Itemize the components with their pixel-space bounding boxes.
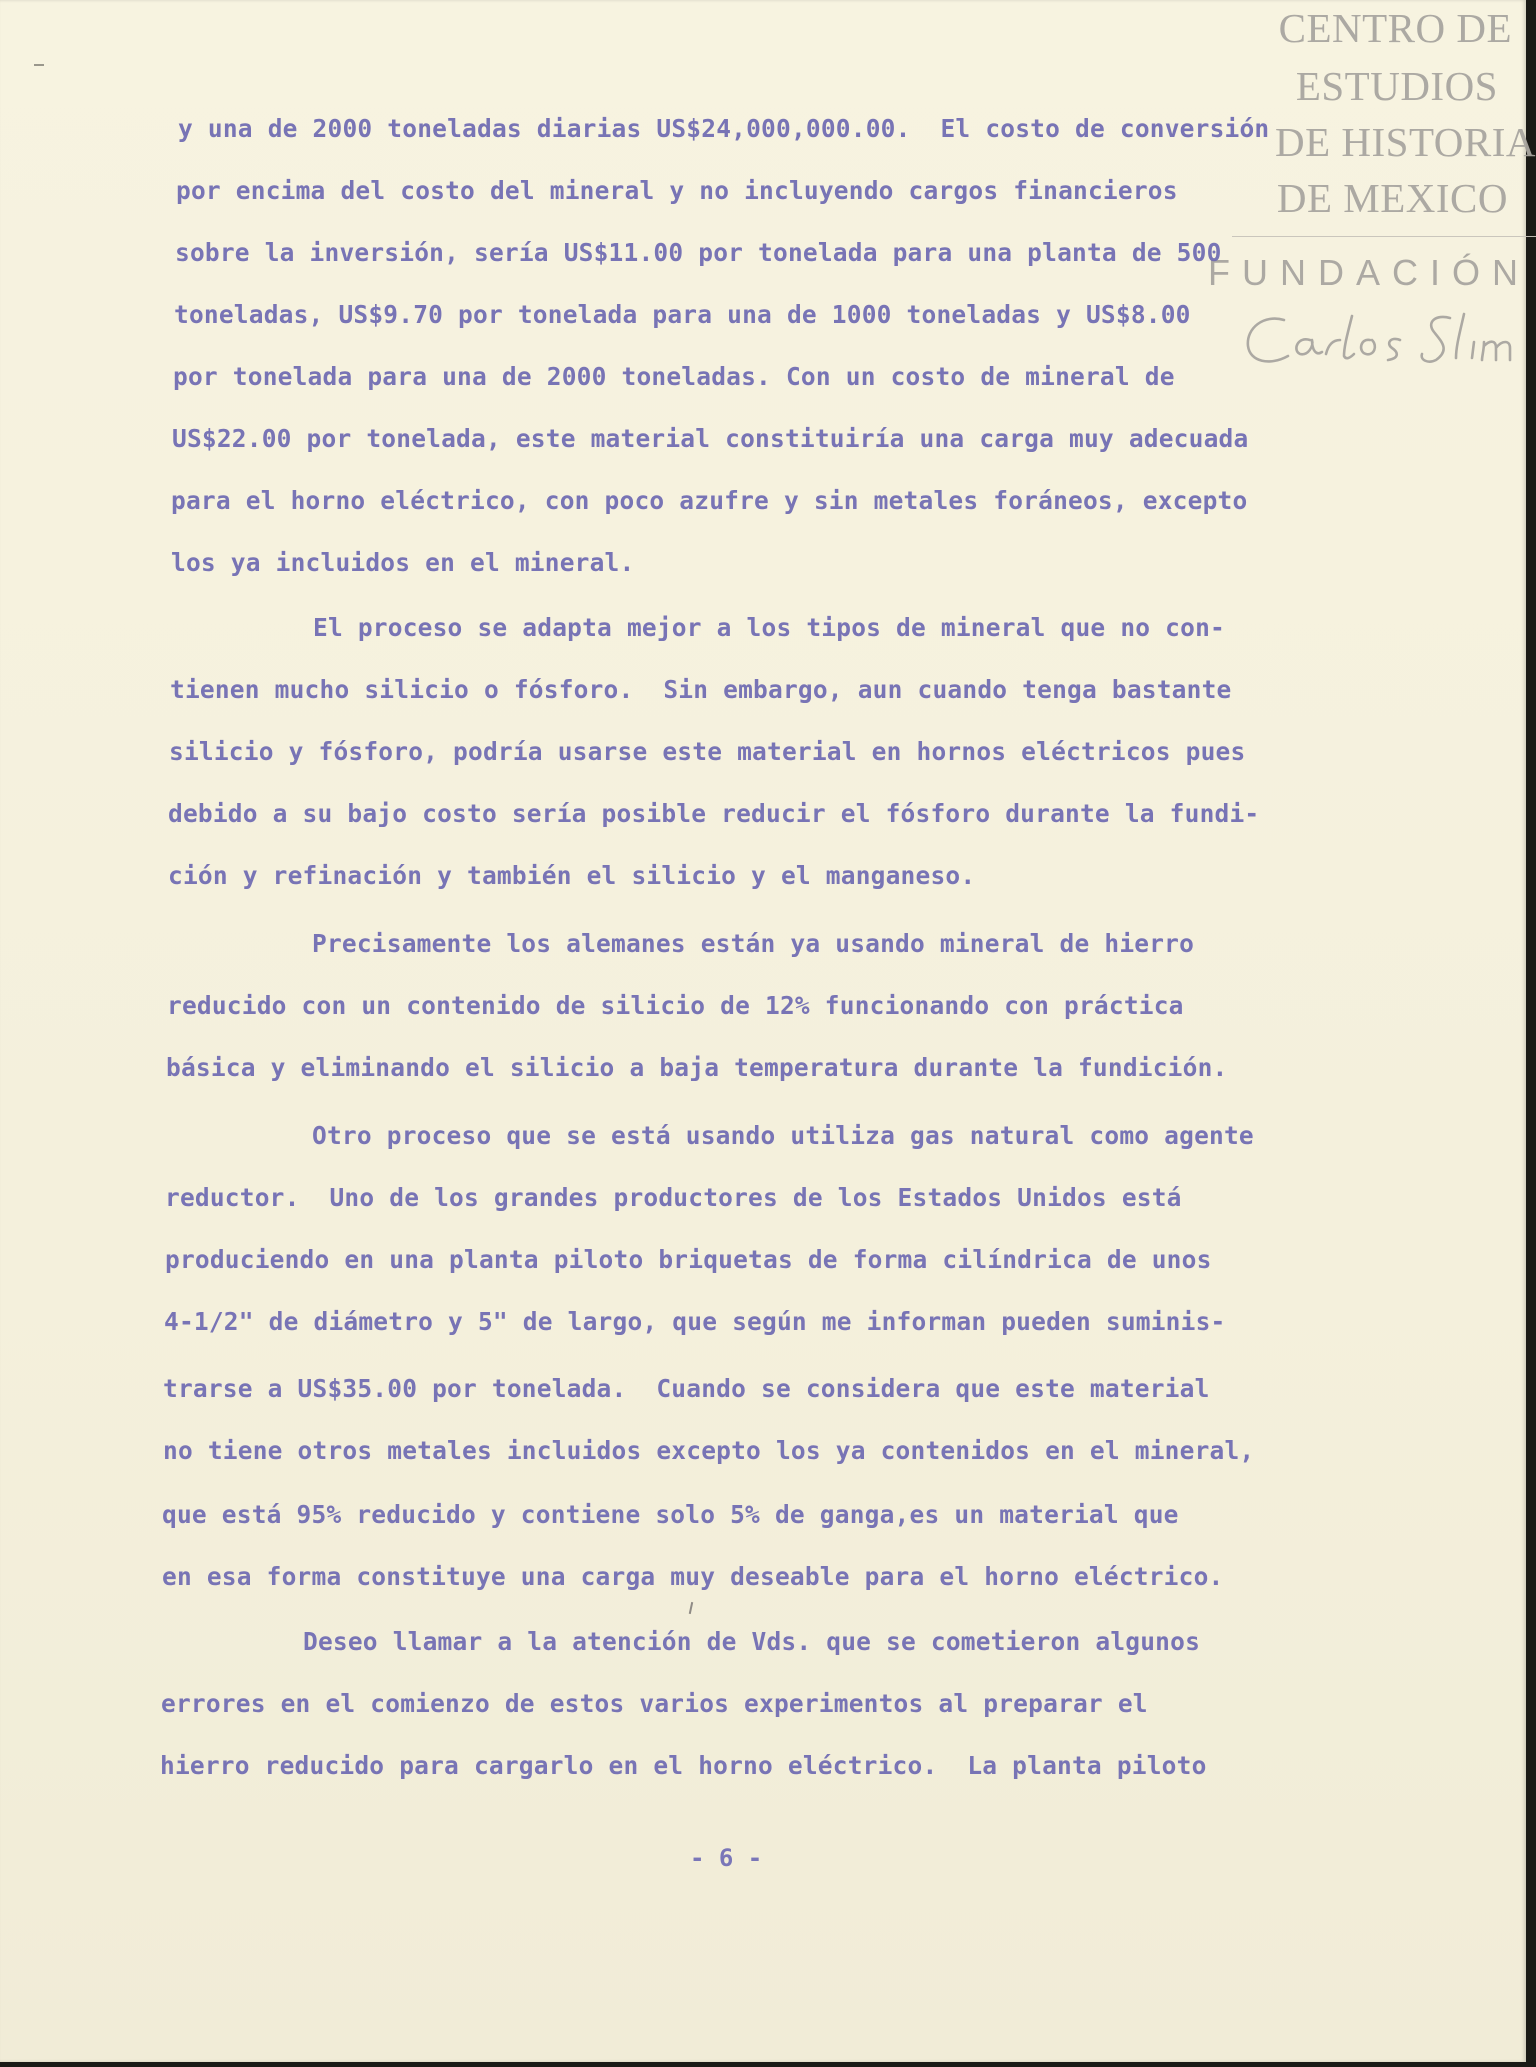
carlos-slim-signature-logo (1240, 306, 1530, 376)
stamp-divider (1232, 236, 1536, 237)
text-line-8: los ya incluidos en el mineral. (171, 548, 635, 577)
text-line-7: para el horno eléctrico, con poco azufre y sin metales foráneos, excepto (171, 486, 1248, 515)
text-line-23: que está 95% reducido y contiene solo 5% de ganga,es un material que (162, 1500, 1179, 1529)
text-line-27: hierro reducido para cargarlo en el horno eléctrico. La planta piloto (160, 1751, 1207, 1780)
page-number: - 6 - (690, 1844, 763, 1872)
text-line-14: Precisamente los alemanes están ya usando mineral de hierro (312, 929, 1195, 958)
text-line-20: 4-1/2" de diámetro y 5" de largo, que según me informan pueden suminis- (164, 1307, 1226, 1336)
text-line-6: US$22.00 por tonelada, este material constituiría una carga muy adecuada (172, 424, 1249, 453)
text-line-4: toneladas, US$9.70 por tonelada para una de 1000 toneladas y US$8.00 (174, 300, 1191, 329)
archive-watermark-stamp (1208, 0, 1536, 380)
text-line-25: Deseo llamar a la atención de Vds. que se cometieron algunos (303, 1627, 1201, 1656)
text-line-9: El proceso se adapta mejor a los tipos de mineral que no con- (313, 613, 1225, 642)
stamp-fundacion: FUNDACIÓN (1208, 252, 1530, 293)
text-line-11: silicio y fósforo, podría usarse este material en hornos eléctricos pues (169, 737, 1246, 766)
stamp-line-mexico: DE MEXICO (1276, 175, 1508, 221)
text-line-19: produciendo en una planta piloto briquetas de forma cilíndrica de unos (165, 1245, 1212, 1274)
text-line-24: en esa forma constituye una carga muy deseable para el horno eléctrico. (162, 1562, 1224, 1591)
text-line-13: ción y refinación y también el silicio y el manganeso. (168, 861, 976, 890)
text-line-21: trarse a US$35.00 por tonelada. Cuando se considera que este material (163, 1374, 1210, 1403)
stamp-line-historia: DE HISTORIA (1275, 119, 1536, 165)
text-line-22: no tiene otros metales incluidos excepto los ya contenidos en el mineral, (163, 1436, 1255, 1465)
paper-speck (689, 1602, 693, 1614)
page-edge-mark (34, 64, 44, 66)
text-line-12: debido a su bajo costo sería posible reducir el fósforo durante la fundi- (168, 799, 1260, 828)
stamp-line-centro: CENTRO DE (1278, 5, 1512, 51)
text-line-5: por tonelada para una de 2000 toneladas. Con un costo de mineral de (173, 362, 1175, 391)
text-line-17: Otro proceso que se está usando utiliza gas natural como agente (312, 1121, 1254, 1150)
text-line-1: y una de 2000 toneladas diarias US$24,000,000.00. El costo de conversión (178, 114, 1270, 143)
text-line-16: básica y eliminando el silicio a baja temperatura durante la fundición. (166, 1053, 1228, 1082)
stamp-line-estudios: ESTUDIOS (1295, 63, 1498, 109)
text-line-26: errores en el comienzo de estos varios experimentos al preparar el (161, 1689, 1148, 1718)
text-line-10: tienen mucho silicio o fósforo. Sin embargo, aun cuando tenga bastante (170, 675, 1232, 704)
text-line-3: sobre la inversión, sería US$11.00 por tonelada para una planta de 500 (175, 238, 1222, 267)
text-line-15: reducido con un contenido de silicio de 12% funcionando con práctica (167, 991, 1184, 1020)
text-line-18: reductor. Uno de los grandes productores de los Estados Unidos está (165, 1183, 1182, 1212)
text-line-2: por encima del costo del mineral y no incluyendo cargos financieros (176, 176, 1178, 205)
